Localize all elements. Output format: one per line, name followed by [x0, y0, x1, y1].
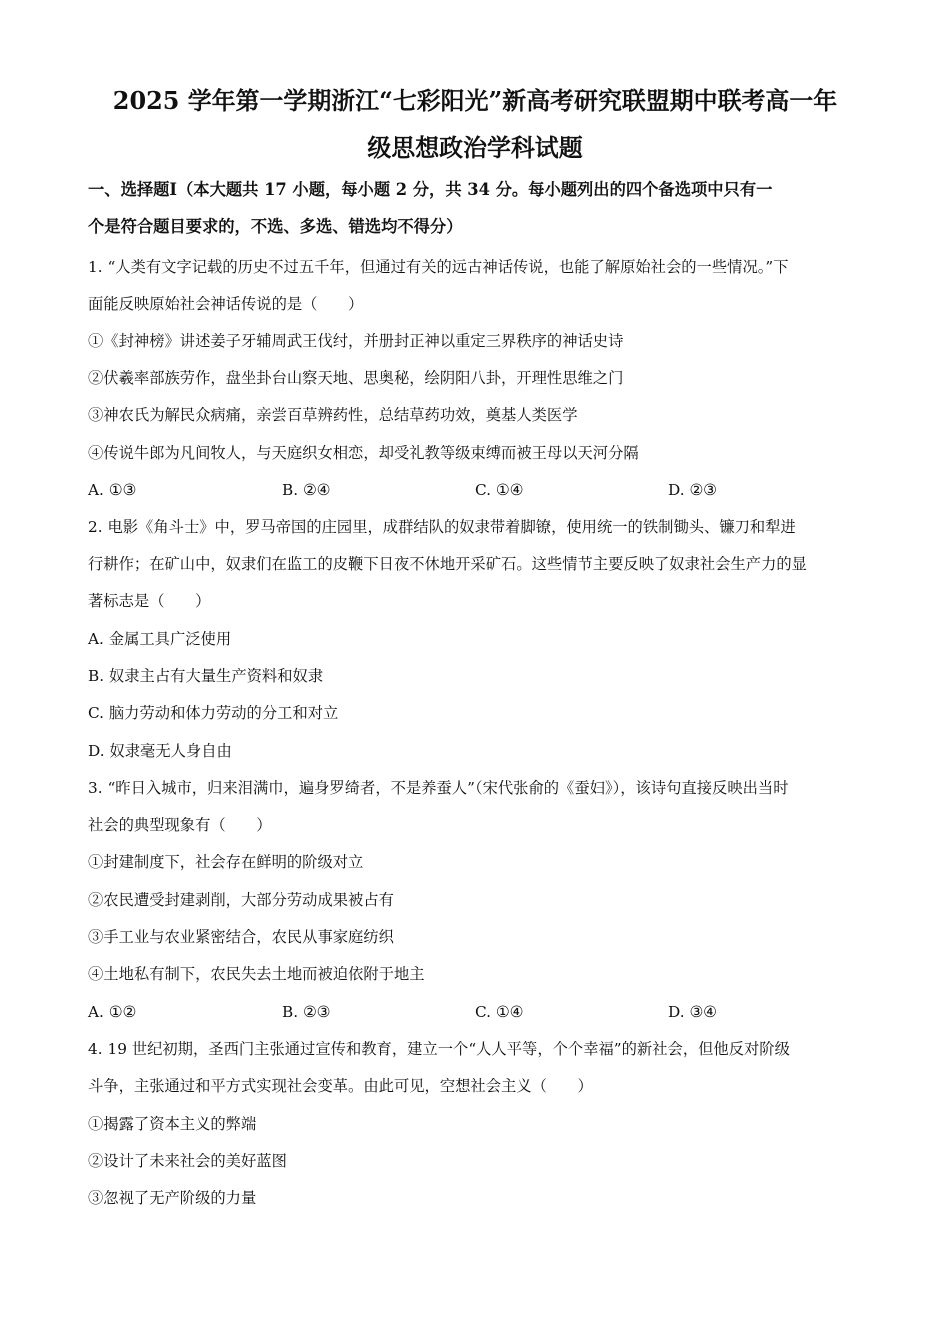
- q1-statement-1: ①《封神榜》讲述姜子牙辅周武王伐纣，并册封正神以重定三界秩序的神话史诗: [88, 332, 624, 350]
- q1-option-b[interactable]: B. ②④: [282, 481, 331, 499]
- q4-statement-3: ③忽视了无产阶级的力量: [88, 1189, 257, 1207]
- q4-stem-line-1: 4. 19 世纪初期，圣西门主张通过宣传和教育，建立一个“人人平等，个个幸福”的新社会，但他反对阶级: [88, 1040, 790, 1058]
- q2-stem-line-1: 2. 电影《角斗士》中，罗马帝国的庄园里，成群结队的奴隶带着脚镣，使用统一的铁制锄头、镰刀和犁进: [88, 518, 796, 536]
- q3-statement-3: ③手工业与农业紧密结合，农民从事家庭纺织: [88, 928, 394, 946]
- q2-option-c[interactable]: C. 脑力劳动和体力劳动的分工和对立: [88, 704, 339, 722]
- exam-title-line-2: 级思想政治学科试题: [367, 134, 583, 162]
- q3-option-b[interactable]: B. ②③: [282, 1003, 331, 1021]
- q1-statement-3: ③神农氏为解民众病痛，亲尝百草辨药性，总结草药功效，奠基人类医学: [88, 406, 578, 424]
- q2-stem-line-2: 行耕作；在矿山中，奴隶们在监工的皮鞭下日夜不休地开采矿石。这些情节主要反映了奴隶社会生产力的显: [88, 555, 807, 573]
- q3-stem-line-1: 3. “昨日入城市，归来泪满巾，遍身罗绮者，不是养蚕人”（宋代张俞的《蚕妇》），该诗句直接反映出当时: [88, 779, 789, 797]
- q3-statement-4: ④土地私有制下，农民失去土地而被迫依附于地主: [88, 965, 425, 983]
- q1-stem-line-2: 面能反映原始社会神话传说的是（ ）: [88, 295, 364, 313]
- q3-option-a[interactable]: A. ①②: [88, 1003, 137, 1021]
- q3-option-d[interactable]: D. ③④: [668, 1003, 717, 1021]
- q3-option-c[interactable]: C. ①④: [475, 1003, 524, 1021]
- exam-title-line-1: 2025 学年第一学期浙江“七彩阳光”新高考研究联盟期中联考高一年: [112, 87, 838, 115]
- q1-option-d[interactable]: D. ②③: [668, 481, 717, 499]
- section-heading-line-2: 个是符合题目要求的，不选、多选、错选均不得分）: [88, 217, 463, 236]
- q4-statement-1: ①揭露了资本主义的弊端: [88, 1115, 257, 1133]
- q1-stem-line-1: 1. “人类有文字记载的历史不过五千年，但通过有关的远古神话传说，也能了解原始社会的一些情况。”下: [88, 258, 789, 276]
- q2-stem-line-3: 著标志是（ ）: [88, 592, 211, 610]
- q3-statement-2: ②农民遭受封建剥削，大部分劳动成果被占有: [88, 891, 394, 909]
- q1-option-c[interactable]: C. ①④: [475, 481, 524, 499]
- q3-stem-line-2: 社会的典型现象有（ ）: [88, 816, 272, 834]
- q2-option-a[interactable]: A. 金属工具广泛使用: [88, 630, 232, 648]
- q1-statement-2: ②伏羲率部族劳作，盘坐卦台山察天地、思奥秘，绘阴阳八卦，开理性思维之门: [88, 369, 624, 387]
- q4-statement-2: ②设计了未来社会的美好蓝图: [88, 1152, 287, 1170]
- section-heading-line-1: 一、选择题Ⅰ（本大题共 17 小题，每小题 2 分，共 34 分。每小题列出的四个备选项中只有一: [88, 180, 773, 199]
- q4-stem-line-2: 斗争，主张通过和平方式实现社会变革。由此可见，空想社会主义（ ）: [88, 1077, 593, 1095]
- q1-statement-4: ④传说牛郎为凡间牧人，与天庭织女相恋，却受礼教等级束缚而被王母以天河分隔: [88, 444, 639, 462]
- q2-option-b[interactable]: B. 奴隶主占有大量生产资料和奴隶: [88, 667, 324, 685]
- q2-option-d[interactable]: D. 奴隶毫无人身自由: [88, 742, 232, 760]
- q1-option-a[interactable]: A. ①③: [88, 481, 137, 499]
- q3-statement-1: ①封建制度下，社会存在鲜明的阶级对立: [88, 853, 364, 871]
